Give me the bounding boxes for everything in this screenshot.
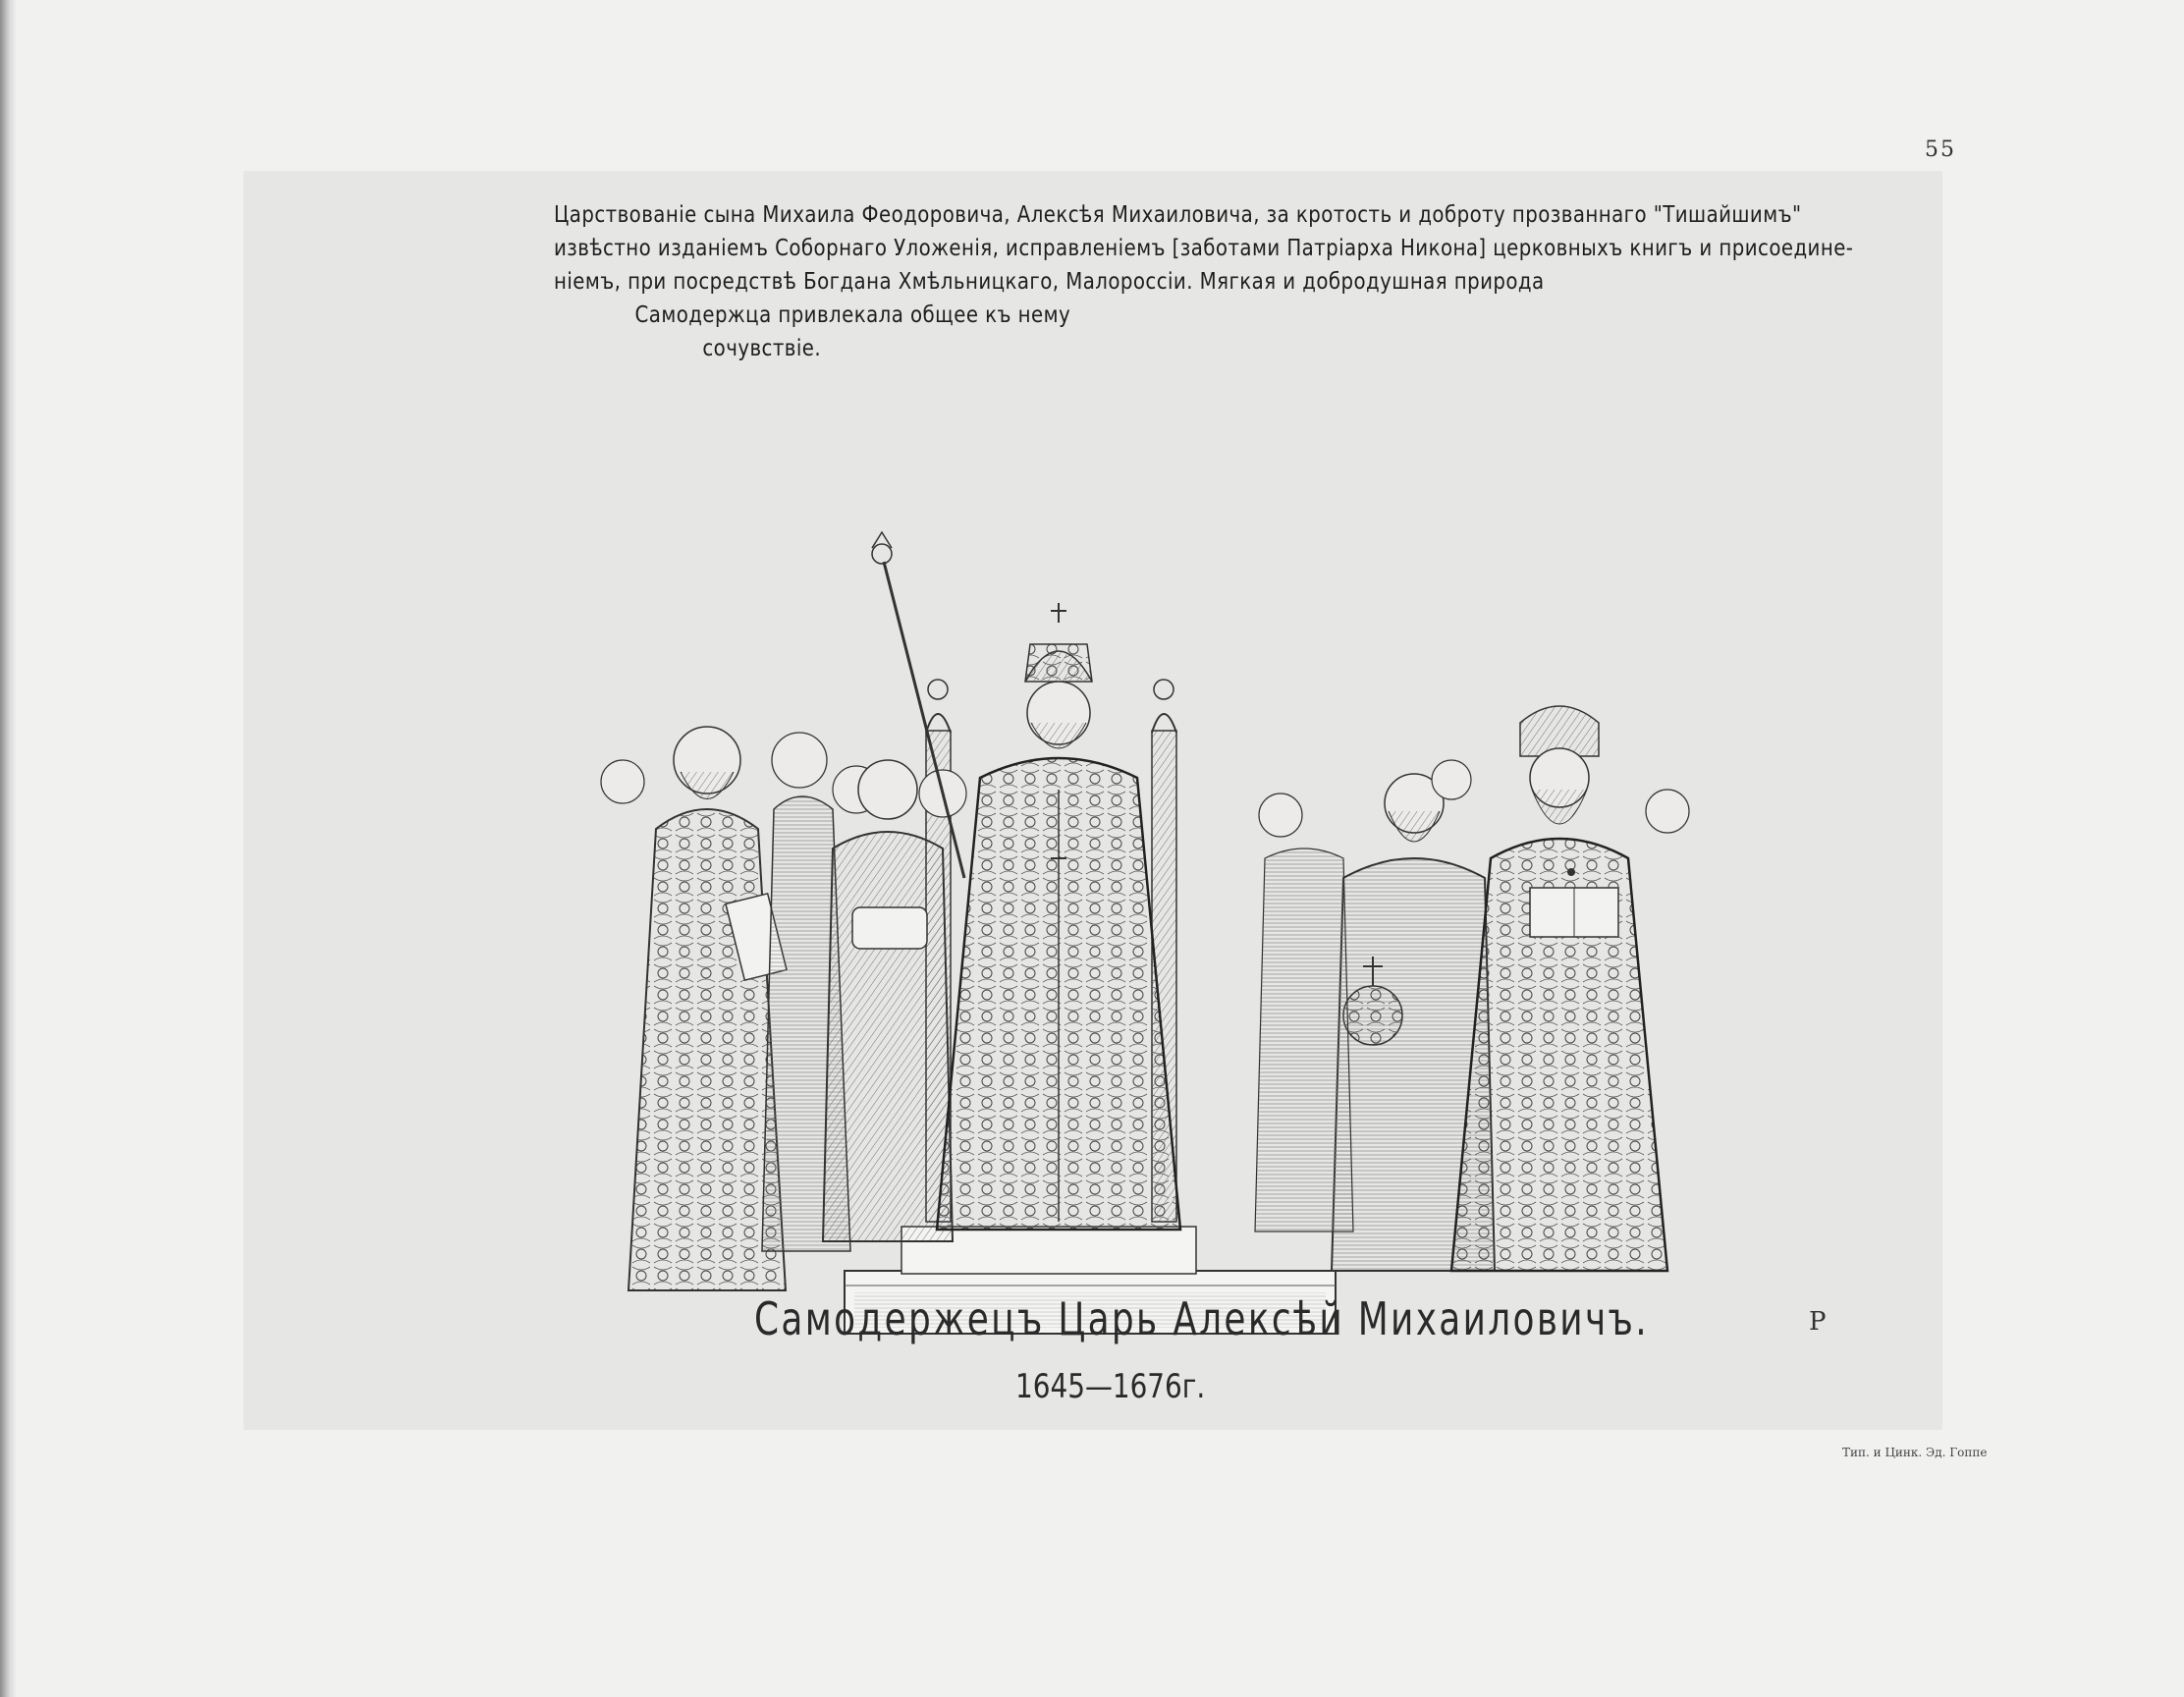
caption-block xyxy=(554,198,1854,365)
page-number: 55 xyxy=(1925,137,1956,162)
caption-line-1: Царствованіе сына Михаила Феодоровича, Алексѣя Михаиловича, за кротость и доброту прозваннаго "Тишайшимъ" xyxy=(554,202,1802,228)
printer-credit: Тип. и Цинк. Эд. Гоппе xyxy=(1842,1446,1988,1459)
plate-years: 1645—1676г. xyxy=(1015,1367,1206,1406)
caption-line-5: сочувствіе. xyxy=(702,336,822,361)
clergy-figure xyxy=(1451,706,1689,1271)
sceptre xyxy=(872,532,964,878)
plate-title: Самодержецъ Царь Алексѣй Михаиловичъ. xyxy=(754,1292,1649,1345)
caption-line-2: извѣстно изданіемъ Соборнаго Уложенія, исправленіемъ [заботами Патріарха Никона] церковныхъ книгъ и присоедине- xyxy=(554,236,1854,261)
caption-line-3: ніемъ, при посредствѣ Богдана Хмѣльницкаго, Малороссіи. Мягкая и добродушная природа xyxy=(554,269,1545,295)
illustration-plate xyxy=(244,171,1942,1430)
engraving-illustration xyxy=(587,465,1874,1369)
artist-monogram: Р xyxy=(1809,1307,1827,1337)
book-spine-edge xyxy=(0,0,16,1697)
tsar-figure xyxy=(937,603,1180,1230)
caption-line-4: Самодержца привлекала общее къ нему xyxy=(634,302,1071,328)
